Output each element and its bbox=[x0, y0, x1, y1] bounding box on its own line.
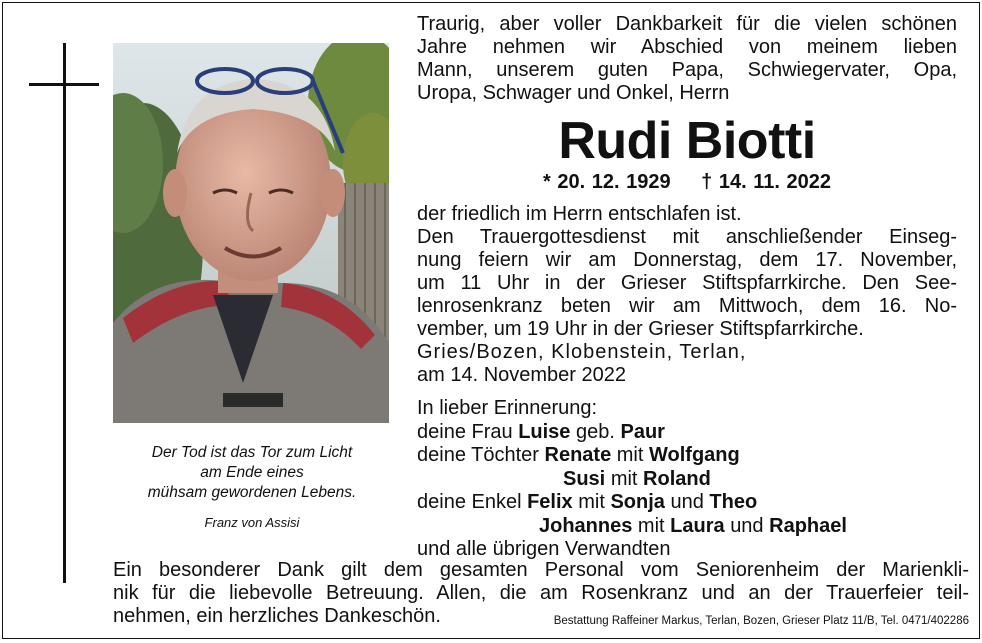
body-line: lenrosenkranz beten wir am Mittwoch, dem 16. No- bbox=[417, 295, 957, 317]
quote-author: Franz von Assisi bbox=[204, 515, 300, 530]
intro-line: Traurig, aber voller Dankbarkeit für die vielen schönen bbox=[417, 13, 957, 35]
label: deine Enkel bbox=[417, 491, 522, 513]
cross-icon bbox=[63, 43, 66, 583]
daughter-name: Susi bbox=[563, 467, 606, 490]
body-line: Gries/Bozen, Klobenstein, Terlan, bbox=[417, 341, 747, 363]
birth-date: * 20. 12. 1929 bbox=[543, 171, 671, 193]
label: mit bbox=[610, 467, 638, 490]
intro-line: Mann, unserem guten Papa, Schwiegervater, Opa, bbox=[417, 59, 957, 81]
label: mit bbox=[637, 514, 665, 537]
quote-line: mühsam gewordenen Lebens. bbox=[147, 484, 357, 501]
death-date: † 14. 11. 2022 bbox=[701, 171, 831, 193]
body-line: am 14. November 2022 bbox=[417, 364, 627, 386]
cross-icon-bar bbox=[29, 83, 99, 86]
thanks-line: nehmen, ein herzliches Dankeschön. bbox=[113, 605, 441, 627]
life-dates bbox=[417, 171, 957, 194]
intro-line: Uropa, Schwager und Onkel, Herrn bbox=[417, 82, 730, 104]
portrait-photo bbox=[113, 43, 389, 423]
label: und bbox=[670, 491, 704, 513]
body-line: der friedlich im Herrn entschlafen ist. bbox=[417, 203, 742, 225]
family-heading: In lieber Erinnerung: bbox=[417, 397, 598, 419]
quote-line: am Ende eines bbox=[200, 464, 304, 481]
grandchild-name: Felix bbox=[527, 491, 573, 513]
body-line: nung feiern wir am Donnerstag, dem 17. November, bbox=[417, 249, 957, 271]
wife-name: Luise bbox=[518, 420, 571, 443]
label: mit bbox=[616, 444, 644, 466]
label: mit bbox=[578, 491, 605, 513]
body-line: um 11 Uhr in der Grieser Stiftspfarrkirche. Den See- bbox=[417, 272, 957, 294]
great-grandchild-name: Raphael bbox=[769, 514, 847, 537]
quote-line: Der Tod ist das Tor zum Licht bbox=[151, 444, 353, 461]
obituary-notice bbox=[2, 2, 980, 639]
wife-maiden-name: Paur bbox=[620, 420, 665, 443]
family-list bbox=[417, 397, 957, 562]
family-row-daughter1 bbox=[417, 444, 957, 468]
thanks-line: Ein besonderer Dank gilt dem gesamten Personal vom Seniorenheim der Marienkli- bbox=[113, 559, 969, 581]
family-others: und alle übrigen Verwandten bbox=[417, 538, 671, 560]
family-row-grandchildren1 bbox=[417, 491, 957, 515]
label: und bbox=[730, 514, 764, 537]
label: geb. bbox=[576, 420, 615, 443]
label: deine Töchter bbox=[417, 444, 539, 466]
thanks-line: nik für die liebevolle Betreuung. Allen, die am Rosenkranz und an der Trauerfeier teil- bbox=[113, 582, 969, 604]
service-details bbox=[417, 203, 957, 387]
funeral-home: Bestattung Raffeiner Markus, Terlan, Bozen, Grieser Platz 11/B, Tel. 0471/402286 bbox=[553, 615, 969, 627]
intro-line: Jahre nehmen wir Abschied von meinem lieben bbox=[417, 36, 957, 58]
partner-name: Laura bbox=[670, 514, 725, 537]
great-grandchild-name: Theo bbox=[709, 491, 758, 513]
quote bbox=[107, 443, 397, 533]
deceased-name: Rudi Biotti bbox=[558, 112, 816, 170]
daughter-name: Renate bbox=[544, 444, 612, 466]
partner-name: Roland bbox=[643, 467, 711, 490]
family-row-grandchildren2 bbox=[417, 515, 957, 539]
family-row-daughter2 bbox=[417, 468, 957, 492]
intro-text bbox=[417, 13, 957, 105]
partner-name: Sonja bbox=[610, 491, 665, 513]
family-row-wife bbox=[417, 421, 957, 445]
label: deine Frau bbox=[417, 420, 513, 443]
body-line: Den Trauergottesdienst mit anschließender Einseg- bbox=[417, 226, 957, 248]
body-line: vember, um 19 Uhr in der Grieser Stiftspfarrkirche. bbox=[417, 318, 864, 340]
grandchild-name: Johannes bbox=[539, 514, 633, 537]
partner-name: Wolfgang bbox=[649, 444, 740, 466]
